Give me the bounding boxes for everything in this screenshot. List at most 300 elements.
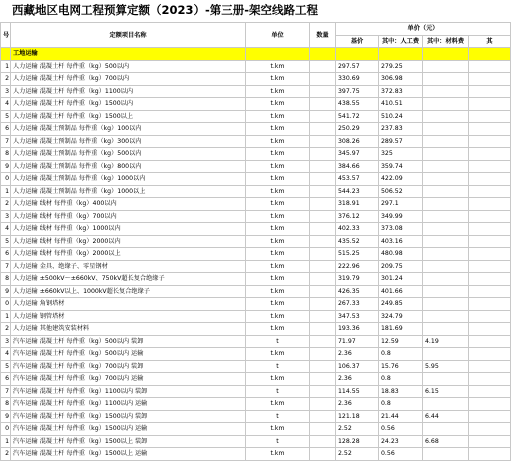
material-cost-cell[interactable] [423,98,469,111]
labor-cost-cell[interactable]: 297.1 [379,198,423,211]
quantity-cell[interactable] [310,285,336,298]
table-row [1,385,511,398]
row-index-cell[interactable]: 5 [1,360,11,373]
extra-cost-cell[interactable] [469,360,511,373]
item-name-cell[interactable]: 人力运输 混凝土预制品 每件重（kg）1000以内 [11,173,246,186]
base-price-cell[interactable]: 515.25 [336,248,379,261]
row-index-cell[interactable]: 5 [1,110,11,123]
material-cost-cell[interactable] [423,185,469,198]
labor-cost-cell[interactable]: 349.99 [379,210,423,223]
extra-cost-cell[interactable] [469,410,511,423]
quota-table [0,22,511,461]
table-row [1,435,511,448]
base-price-cell[interactable]: 2.36 [336,348,379,361]
item-name-cell[interactable]: 人力运输 混凝土预制品 每件重（kg）800以内 [11,160,246,173]
labor-cost-cell[interactable]: 410.51 [379,98,423,111]
quantity-cell[interactable] [310,123,336,136]
row-index-cell[interactable]: 8 [1,398,11,411]
item-name-cell[interactable]: 汽车运输 混凝土杆 每件重（kg）700以内 装卸 [11,360,246,373]
item-name-cell[interactable]: 人力运输 线材 每件重（kg）700以内 [11,210,246,223]
col-header-material[interactable]: 其中：材料费 [423,35,469,48]
extra-cost-cell[interactable] [469,135,511,148]
table-row [1,335,511,348]
base-price-cell[interactable]: 397.75 [336,85,379,98]
row-index-cell[interactable]: 9 [1,160,11,173]
extra-cost-cell[interactable] [469,423,511,436]
unit-cell[interactable]: t.km [246,298,310,311]
table-row [1,173,511,186]
item-name-cell[interactable]: 人力运输 ±500kV～±660kV、750kV超长复合绝缘子 [11,273,246,286]
labor-cost-cell[interactable]: 372.83 [379,85,423,98]
base-price-cell[interactable]: 308.26 [336,135,379,148]
material-cost-cell[interactable] [423,285,469,298]
labor-cost-cell[interactable]: 325 [379,148,423,161]
material-cost-cell[interactable] [423,60,469,73]
material-cost-cell[interactable] [423,73,469,86]
col-header-unit[interactable]: 单位 [246,23,310,48]
extra-cost-cell[interactable] [469,435,511,448]
item-name-cell[interactable]: 人力运输 混凝土杆 每件重（kg）1500以上 [11,110,246,123]
material-cost-cell[interactable] [423,298,469,311]
base-price-cell[interactable]: 2.52 [336,448,379,461]
section-cell[interactable] [423,48,469,61]
row-index-cell[interactable]: 4 [1,348,11,361]
item-name-cell[interactable]: 人力运输 混凝土预制品 每件重（kg）500以内 [11,148,246,161]
quantity-cell[interactable] [310,410,336,423]
item-name-cell[interactable]: 人力运输 线材 每件重（kg）1000以内 [11,223,246,236]
base-price-cell[interactable]: 435.52 [336,235,379,248]
table-row [1,235,511,248]
base-price-cell[interactable]: 2.52 [336,423,379,436]
row-index-cell[interactable]: 7 [1,260,11,273]
labor-cost-cell[interactable]: 422.09 [379,173,423,186]
labor-cost-cell[interactable]: 401.66 [379,285,423,298]
unit-cell[interactable]: t.km [246,323,310,336]
labor-cost-cell[interactable]: 510.24 [379,110,423,123]
material-cost-cell[interactable]: 6.15 [423,385,469,398]
row-index-cell[interactable]: 3 [1,85,11,98]
row-index-cell[interactable]: 3 [1,210,11,223]
quantity-cell[interactable] [310,435,336,448]
item-name-cell[interactable]: 人力运输 线材 每件重（kg）2000以内 [11,235,246,248]
labor-cost-cell[interactable]: 209.75 [379,260,423,273]
material-cost-cell[interactable] [423,160,469,173]
row-index-cell[interactable]: 2 [1,73,11,86]
table-row [1,373,511,386]
row-index-cell[interactable]: 5 [1,235,11,248]
material-cost-cell[interactable]: 6.44 [423,410,469,423]
item-name-cell[interactable]: 汽车运输 混凝土杆 每件重（kg）1100以内 装卸 [11,385,246,398]
extra-cost-cell[interactable] [469,60,511,73]
base-price-cell[interactable]: 453.57 [336,173,379,186]
section-cell[interactable] [469,48,511,61]
labor-cost-cell[interactable]: 237.83 [379,123,423,136]
base-price-cell[interactable]: 250.29 [336,123,379,136]
extra-cost-cell[interactable] [469,348,511,361]
unit-cell[interactable]: t [246,335,310,348]
base-price-cell[interactable]: 114.55 [336,385,379,398]
quantity-cell[interactable] [310,310,336,323]
col-header-qty[interactable]: 数量 [310,23,336,48]
unit-cell[interactable]: t.km [246,235,310,248]
unit-cell[interactable]: t.km [246,98,310,111]
section-title[interactable]: 工地运输 [11,48,246,61]
extra-cost-cell[interactable] [469,173,511,186]
quantity-cell[interactable] [310,210,336,223]
labor-cost-cell[interactable]: 306.98 [379,73,423,86]
unit-cell[interactable]: t.km [246,85,310,98]
item-name-cell[interactable]: 人力运输 线材 每件重（kg）2000以上 [11,248,246,261]
quantity-cell[interactable] [310,148,336,161]
row-index-cell[interactable]: 7 [1,385,11,398]
material-cost-cell[interactable]: 5.95 [423,360,469,373]
material-cost-cell[interactable]: 6.68 [423,435,469,448]
quantity-cell[interactable] [310,160,336,173]
item-name-cell[interactable]: 人力运输 混凝土预制品 每件重（kg）1000以上 [11,185,246,198]
base-price-cell[interactable]: 319.79 [336,273,379,286]
extra-cost-cell[interactable] [469,298,511,311]
extra-cost-cell[interactable] [469,110,511,123]
unit-cell[interactable]: t.km [246,248,310,261]
base-price-cell[interactable]: 345.97 [336,148,379,161]
material-cost-cell[interactable] [423,123,469,136]
unit-cell[interactable]: t.km [246,123,310,136]
item-name-cell[interactable]: 汽车运输 混凝土杆 每件重（kg）1500以内 装卸 [11,410,246,423]
quantity-cell[interactable] [310,135,336,148]
labor-cost-cell[interactable]: 301.24 [379,273,423,286]
labor-cost-cell[interactable]: 0.56 [379,448,423,461]
base-price-cell[interactable]: 438.55 [336,98,379,111]
row-index-cell[interactable]: 2 [1,198,11,211]
material-cost-cell[interactable] [423,173,469,186]
material-cost-cell[interactable] [423,310,469,323]
extra-cost-cell[interactable] [469,210,511,223]
labor-cost-cell[interactable]: 15.76 [379,360,423,373]
unit-cell[interactable]: t.km [246,223,310,236]
extra-cost-cell[interactable] [469,373,511,386]
base-price-cell[interactable]: 330.69 [336,73,379,86]
row-index-cell[interactable]: 8 [1,273,11,286]
extra-cost-cell[interactable] [469,398,511,411]
item-name-cell[interactable]: 人力运输 混凝土杆 每件重（kg）500以内 [11,60,246,73]
extra-cost-cell[interactable] [469,385,511,398]
row-index-cell[interactable]: 2 [1,323,11,336]
item-name-cell[interactable]: 人力运输 线材 每件重（kg）400以内 [11,198,246,211]
item-name-cell[interactable]: 汽车运输 混凝土杆 每件重（kg）500以内 运输 [11,348,246,361]
item-name-cell[interactable]: 人力运输 ±660kV以上、1000kV超长复合绝缘子 [11,285,246,298]
unit-cell[interactable]: t.km [246,448,310,461]
quantity-cell[interactable] [310,335,336,348]
extra-cost-cell[interactable] [469,185,511,198]
extra-cost-cell[interactable] [469,285,511,298]
base-price-cell[interactable]: 541.72 [336,110,379,123]
row-index-cell[interactable]: 4 [1,223,11,236]
unit-cell[interactable]: t [246,435,310,448]
unit-cell[interactable]: t.km [246,260,310,273]
col-header-labor[interactable]: 其中：人工费 [379,35,423,48]
quantity-cell[interactable] [310,398,336,411]
quantity-cell[interactable] [310,273,336,286]
quantity-cell[interactable] [310,198,336,211]
base-price-cell[interactable]: 347.53 [336,310,379,323]
table-row [1,248,511,261]
labor-cost-cell[interactable]: 0.8 [379,398,423,411]
material-cost-cell[interactable] [423,148,469,161]
material-cost-cell[interactable] [423,110,469,123]
extra-cost-cell[interactable] [469,148,511,161]
extra-cost-cell[interactable] [469,323,511,336]
base-price-cell[interactable]: 128.28 [336,435,379,448]
table-row [1,360,511,373]
labor-cost-cell[interactable]: 279.25 [379,60,423,73]
labor-cost-cell[interactable]: 373.08 [379,223,423,236]
base-price-cell[interactable]: 222.96 [336,260,379,273]
item-name-cell[interactable]: 人力运输 金具、绝缘子、零星钢材 [11,260,246,273]
extra-cost-cell[interactable] [469,448,511,461]
unit-cell[interactable]: t.km [246,398,310,411]
material-cost-cell[interactable] [423,235,469,248]
quantity-cell[interactable] [310,385,336,398]
quantity-cell[interactable] [310,248,336,261]
base-price-cell[interactable]: 2.36 [336,373,379,386]
extra-cost-cell[interactable] [469,248,511,261]
row-index-cell[interactable]: 4 [1,98,11,111]
unit-cell[interactable]: t.km [246,60,310,73]
unit-cell[interactable]: t.km [246,110,310,123]
quantity-cell[interactable] [310,348,336,361]
item-name-cell[interactable]: 人力运输 混凝土预制品 每件重（kg）300以内 [11,135,246,148]
labor-cost-cell[interactable]: 480.98 [379,248,423,261]
quantity-cell[interactable] [310,60,336,73]
labor-cost-cell[interactable]: 403.16 [379,235,423,248]
material-cost-cell[interactable] [423,248,469,261]
base-price-cell[interactable]: 384.66 [336,160,379,173]
quantity-cell[interactable] [310,98,336,111]
table-row [1,410,511,423]
extra-cost-cell[interactable] [469,235,511,248]
extra-cost-cell[interactable] [469,123,511,136]
labor-cost-cell[interactable]: 18.83 [379,385,423,398]
base-price-cell[interactable]: 426.35 [336,285,379,298]
material-cost-cell[interactable] [423,423,469,436]
table-row [1,323,511,336]
col-header-name[interactable]: 定额项目名称 [11,23,246,48]
quantity-cell[interactable] [310,73,336,86]
table-row [1,135,511,148]
row-index-cell[interactable]: 0 [1,173,11,186]
section-cell[interactable] [379,48,423,61]
table-row [1,260,511,273]
section-idx-cell[interactable] [1,48,11,61]
quantity-cell[interactable] [310,448,336,461]
row-index-cell[interactable]: 0 [1,298,11,311]
table-row [1,148,511,161]
item-name-cell[interactable]: 汽车运输 混凝土杆 每件重（kg）1500以内 运输 [11,423,246,436]
item-name-cell[interactable]: 人力运输 混凝土预制品 每件重（kg）100以内 [11,123,246,136]
quantity-cell[interactable] [310,235,336,248]
material-cost-cell[interactable]: 4.19 [423,335,469,348]
quantity-cell[interactable] [310,223,336,236]
labor-cost-cell[interactable]: 324.79 [379,310,423,323]
unit-cell[interactable]: t.km [246,423,310,436]
col-header-extra[interactable]: 其 [469,35,511,48]
quantity-cell[interactable] [310,85,336,98]
labor-cost-cell[interactable]: 506.52 [379,185,423,198]
material-cost-cell[interactable] [423,273,469,286]
item-name-cell[interactable]: 人力运输 混凝土杆 每件重（kg）1500以内 [11,98,246,111]
table-row [1,210,511,223]
unit-cell[interactable]: t [246,360,310,373]
quantity-cell[interactable] [310,360,336,373]
unit-cell[interactable]: t.km [246,173,310,186]
item-name-cell[interactable]: 汽车运输 混凝土杆 每件重（kg）1100以内 运输 [11,398,246,411]
row-index-cell[interactable]: 1 [1,60,11,73]
unit-cell[interactable]: t [246,385,310,398]
quantity-cell[interactable] [310,373,336,386]
unit-cell[interactable]: t.km [246,185,310,198]
material-cost-cell[interactable] [423,85,469,98]
labor-cost-cell[interactable]: 359.74 [379,160,423,173]
material-cost-cell[interactable] [423,210,469,223]
row-index-cell[interactable]: 0 [1,423,11,436]
base-price-cell[interactable]: 193.36 [336,323,379,336]
row-index-cell[interactable]: 6 [1,123,11,136]
row-index-cell[interactable]: 6 [1,248,11,261]
material-cost-cell[interactable] [423,223,469,236]
base-price-cell[interactable]: 318.91 [336,198,379,211]
material-cost-cell[interactable] [423,198,469,211]
row-index-cell[interactable]: 8 [1,148,11,161]
col-header-price-group[interactable]: 单价（元） [336,23,511,36]
base-price-cell[interactable]: 544.23 [336,185,379,198]
unit-cell[interactable]: t.km [246,198,310,211]
section-cell[interactable] [336,48,379,61]
unit-cell[interactable]: t.km [246,348,310,361]
quantity-cell[interactable] [310,298,336,311]
quantity-cell[interactable] [310,185,336,198]
material-cost-cell[interactable] [423,448,469,461]
extra-cost-cell[interactable] [469,223,511,236]
material-cost-cell[interactable] [423,260,469,273]
quantity-cell[interactable] [310,323,336,336]
labor-cost-cell[interactable]: 21.44 [379,410,423,423]
quantity-cell[interactable] [310,110,336,123]
extra-cost-cell[interactable] [469,98,511,111]
section-cell[interactable] [310,48,336,61]
row-index-cell[interactable]: 9 [1,410,11,423]
section-cell[interactable] [246,48,310,61]
unit-cell[interactable]: t [246,410,310,423]
labor-cost-cell[interactable]: 0.56 [379,423,423,436]
base-price-cell[interactable]: 267.33 [336,298,379,311]
extra-cost-cell[interactable] [469,160,511,173]
unit-cell[interactable]: t.km [246,273,310,286]
table-row [1,348,511,361]
table-row [1,310,511,323]
item-name-cell[interactable]: 人力运输 混凝土杆 每件重（kg）700以内 [11,73,246,86]
labor-cost-cell[interactable]: 0.8 [379,348,423,361]
extra-cost-cell[interactable] [469,198,511,211]
col-header-base[interactable]: 基价 [336,35,379,48]
base-price-cell[interactable]: 71.97 [336,335,379,348]
item-name-cell[interactable]: 人力运输 其他建筑安装材料 [11,323,246,336]
row-index-cell[interactable]: 7 [1,135,11,148]
labor-cost-cell[interactable]: 0.8 [379,373,423,386]
material-cost-cell[interactable] [423,373,469,386]
row-index-cell[interactable]: 9 [1,285,11,298]
unit-cell[interactable]: t.km [246,285,310,298]
extra-cost-cell[interactable] [469,85,511,98]
header-row [1,23,511,36]
row-index-cell[interactable]: 6 [1,373,11,386]
labor-cost-cell[interactable]: 12.59 [379,335,423,348]
labor-cost-cell[interactable]: 181.69 [379,323,423,336]
item-name-cell[interactable]: 汽车运输 混凝土杆 每件重（kg）700以内 运输 [11,373,246,386]
labor-cost-cell[interactable]: 24.23 [379,435,423,448]
base-price-cell[interactable]: 106.37 [336,360,379,373]
row-index-cell[interactable]: 3 [1,335,11,348]
base-price-cell[interactable]: 2.36 [336,398,379,411]
unit-cell[interactable]: t.km [246,373,310,386]
table-row [1,185,511,198]
unit-cell[interactable]: t.km [246,73,310,86]
table-row [1,60,511,73]
quantity-cell[interactable] [310,423,336,436]
col-header-idx[interactable]: 号 [1,23,11,48]
item-name-cell[interactable]: 汽车运输 混凝土杆 每件重（kg）1500以上 装卸 [11,435,246,448]
extra-cost-cell[interactable] [469,310,511,323]
extra-cost-cell[interactable] [469,260,511,273]
base-price-cell[interactable]: 402.33 [336,223,379,236]
material-cost-cell[interactable] [423,398,469,411]
unit-cell[interactable]: t.km [246,210,310,223]
section-row [1,48,511,61]
table-row [1,160,511,173]
extra-cost-cell[interactable] [469,273,511,286]
table-row [1,298,511,311]
table-row [1,398,511,411]
row-index-cell[interactable]: 1 [1,435,11,448]
table-row [1,98,511,111]
item-name-cell[interactable]: 汽车运输 混凝土杆 每件重（kg）500以内 装卸 [11,335,246,348]
item-name-cell[interactable]: 人力运输 角钢塔材 [11,298,246,311]
base-price-cell[interactable]: 297.57 [336,60,379,73]
extra-cost-cell[interactable] [469,335,511,348]
labor-cost-cell[interactable]: 249.85 [379,298,423,311]
base-price-cell[interactable]: 376.12 [336,210,379,223]
material-cost-cell[interactable] [423,135,469,148]
base-price-cell[interactable]: 121.18 [336,410,379,423]
extra-cost-cell[interactable] [469,73,511,86]
labor-cost-cell[interactable]: 289.57 [379,135,423,148]
item-name-cell[interactable]: 人力运输 混凝土杆 每件重（kg）1100以内 [11,85,246,98]
item-name-cell[interactable]: 汽车运输 混凝土杆 每件重（kg）1500以上 运输 [11,448,246,461]
quantity-cell[interactable] [310,173,336,186]
sheet-title: 西藏地区电网工程预算定额（2023）-第三册-架空线路工程 [12,3,319,17]
unit-cell[interactable]: t.km [246,160,310,173]
material-cost-cell[interactable] [423,323,469,336]
row-index-cell[interactable]: 1 [1,185,11,198]
row-index-cell[interactable]: 2 [1,448,11,461]
table-row [1,448,511,461]
material-cost-cell[interactable] [423,348,469,361]
item-name-cell[interactable]: 人力运输 钢管塔材 [11,310,246,323]
unit-cell[interactable]: t.km [246,135,310,148]
quantity-cell[interactable] [310,260,336,273]
unit-cell[interactable]: t.km [246,148,310,161]
row-index-cell[interactable]: 1 [1,310,11,323]
unit-cell[interactable]: t.km [246,310,310,323]
